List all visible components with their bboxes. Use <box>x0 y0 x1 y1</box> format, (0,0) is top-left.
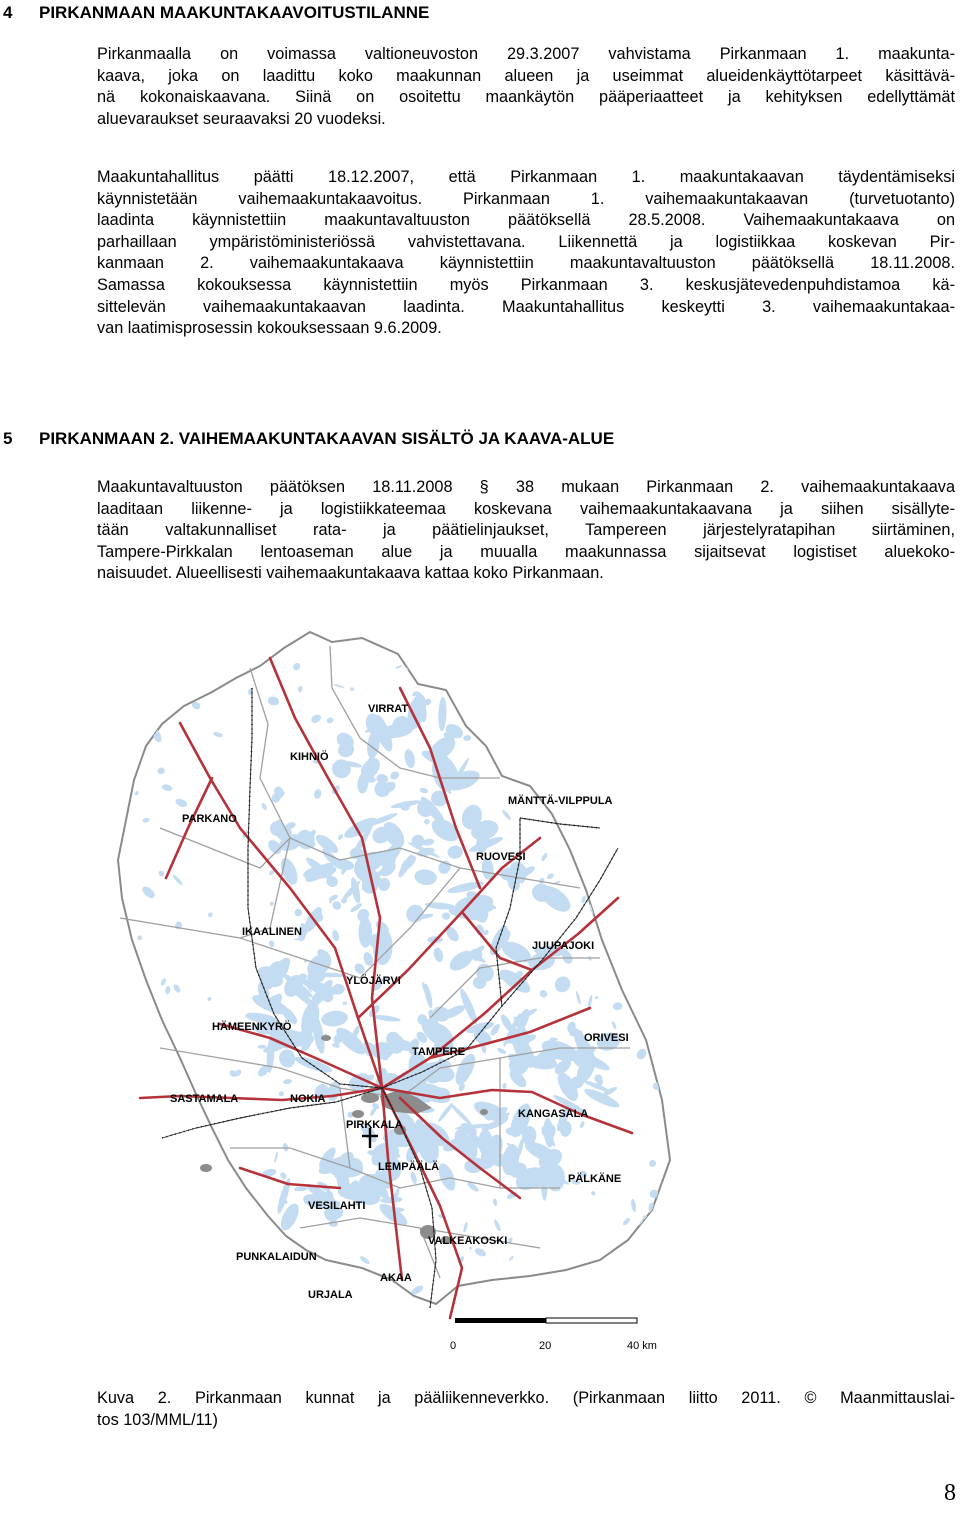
text-line: sittelevän vaihemaakuntakaavan laadinta. Maakuntahallitus keskeytti 3. vaihemaakuntakaa- <box>97 297 955 316</box>
place-ylojarvi: YLÖJÄRVI <box>346 975 401 987</box>
figure-caption <box>97 1388 955 1431</box>
page-number: 8 <box>944 1480 956 1506</box>
lake <box>134 637 143 646</box>
lake <box>170 691 180 693</box>
place-hameenkyro: HÄMEENKYRÖ <box>212 1021 292 1033</box>
lake <box>123 721 134 731</box>
lake <box>554 725 562 734</box>
lake <box>217 1185 230 1195</box>
place-parkano: PARKANO <box>182 813 237 825</box>
place-mantta-vilppula: MÄNTTÄ-VILPPULA <box>508 795 613 807</box>
lake <box>649 783 661 791</box>
place-kihnio: KIHNIÖ <box>290 751 329 763</box>
place-lempaala: LEMPÄÄLÄ <box>378 1161 440 1173</box>
lake <box>436 670 450 686</box>
section-4-paragraph-1 <box>97 44 955 130</box>
lake <box>159 1052 163 1056</box>
lake <box>141 1215 149 1220</box>
lake <box>124 1247 141 1263</box>
text-line: Pirkanmaalla on voimassa valtioneuvoston 29.3.2007 vahvistama Pirkanmaan 1. maakunta- <box>97 45 955 63</box>
lake <box>597 774 605 781</box>
place-sastamala: SASTAMALA <box>170 1093 239 1105</box>
lake <box>179 1187 191 1203</box>
lake <box>655 806 660 813</box>
text-line: laadinta käynnistettiin maakuntavaltuuston päätöksellä 28.5.2008. Vaihemaakuntakaava on <box>97 211 955 230</box>
lake <box>192 1212 198 1218</box>
lake <box>233 1202 246 1212</box>
text-line: naisuudet. Alueellisesti vaihemaakuntakaava kattaa koko Pirkanmaan. <box>97 564 604 583</box>
lake <box>511 663 515 667</box>
place-juupajoki: JUUPAJOKI <box>532 940 595 952</box>
lake <box>219 1232 223 1237</box>
place-tampere: TAMPERE <box>412 1046 465 1058</box>
scale-bar <box>450 1318 657 1352</box>
section-4-number: 4 <box>3 3 13 22</box>
lake <box>145 1005 157 1014</box>
text-line: nä kokonaiskaavana. Siinä on osoitettu maankäytön pääperiaatteet ja kehityksen edellyttämät <box>97 88 955 107</box>
text-line: Maakuntavaltuuston päätöksen 18.11.2008 § 38 mukaan Pirkanmaan 2. vaihemaakuntakaava <box>97 478 955 496</box>
lake <box>660 1024 673 1039</box>
text-line: Tampere-Pirkkalan lentoaseman alue ja muualla maakunnassa sijaitsevat logistiset aluekoko- <box>97 542 955 561</box>
text-line: kanmaan 2. vaihemaakuntakaava käynnistettiin maakuntavaltuuston päätöksellä 18.11.2008. <box>97 254 955 273</box>
section-4-title: PIRKANMAAN MAAKUNTAKAAVOITUSTILANNE <box>39 3 430 22</box>
lake <box>241 661 248 667</box>
place-palkane: PÄLKÄNE <box>568 1173 622 1185</box>
lake <box>626 636 643 650</box>
lake <box>253 643 257 650</box>
lake <box>629 659 642 671</box>
lake <box>175 1203 184 1216</box>
lake <box>178 643 186 658</box>
lake <box>499 754 508 763</box>
place-valkeakoski: VALKEAKOSKI <box>428 1235 508 1247</box>
lake <box>481 703 491 712</box>
place-pirkkala: PIRKKALA <box>346 1119 403 1131</box>
lake <box>632 690 641 703</box>
text-line: parhaillaan ympäristöministeriössä vahvistettavana. Liikennettä ja logistiikkaa koskevan Pir- <box>97 232 955 251</box>
lake <box>568 806 577 816</box>
lake <box>466 635 475 644</box>
scale-zero: 0 <box>450 1340 457 1352</box>
lake <box>654 806 662 813</box>
text-line: Samassa kokouksessa käynnistettiin myös Pirkanmaan 3. keskusjätevedenpuhdistamoa kä- <box>97 275 955 294</box>
place-ruovesi: RUOVESI <box>476 851 526 863</box>
section-5-heading <box>0 428 614 450</box>
caption-line-2: tos 103/MML/11) <box>97 1410 218 1429</box>
lake <box>117 999 128 1010</box>
lake <box>505 635 516 644</box>
lake <box>654 685 662 690</box>
lake <box>609 746 619 755</box>
lake <box>153 676 160 682</box>
place-akaa: AKAA <box>380 1272 412 1284</box>
lake <box>163 1253 176 1260</box>
lake <box>640 884 645 892</box>
lake <box>272 1272 284 1281</box>
lake <box>635 952 643 964</box>
caption-line-1: Kuva 2. Pirkanmaan kunnat ja pääliikenneverkko. (Pirkanmaan liitto 2011. © Maanmittauslai- <box>97 1389 955 1407</box>
lake <box>171 1241 178 1248</box>
place-punkalaidun: PUNKALAIDUN <box>236 1251 317 1263</box>
lake <box>593 847 602 853</box>
lake <box>178 1205 185 1215</box>
text-line: aluevaraukset seuraavaksi 20 vuodeksi. <box>97 109 386 128</box>
lake <box>166 1292 171 1298</box>
lake <box>192 1267 200 1276</box>
lake <box>575 726 580 734</box>
text-line: tään valtakunnalliset rata- ja päätielinjaukset, Tampereen järjestelyratapihan siirtäminen, <box>97 521 955 540</box>
lake <box>663 1211 674 1225</box>
section-4-paragraph-2 <box>97 167 955 340</box>
lake <box>214 1218 228 1231</box>
place-vesilahti: VESILAHTI <box>308 1200 366 1212</box>
lake <box>631 635 640 642</box>
text-line: van laatimisprosessin kokouksessaan 9.6.2009. <box>97 319 442 338</box>
lake <box>507 663 511 667</box>
lake <box>137 709 144 717</box>
lake <box>116 933 131 946</box>
lake <box>168 1143 178 1153</box>
text-line: Maakuntahallitus päätti 18.12.2007, että Pirkanmaan 1. maakuntakaavan täydentämiseksi <box>97 168 955 186</box>
section-4-heading <box>0 2 429 24</box>
scale-end: 40 km <box>627 1340 657 1352</box>
lake <box>552 765 562 776</box>
place-nokia: NOKIA <box>290 1093 326 1105</box>
lake <box>116 969 127 976</box>
section-5-number: 5 <box>3 429 13 448</box>
lake <box>640 945 656 958</box>
lake <box>606 822 613 835</box>
place-ikaalinen: IKAALINEN <box>242 926 302 938</box>
lake <box>161 1226 171 1229</box>
text-line: kaava, joka on laadittu koko maakunnan alueen ja useimmat alueidenkäyttötarpeet käsittävä- <box>97 66 955 85</box>
lake <box>228 1216 242 1227</box>
lake <box>648 906 656 920</box>
lake <box>270 1235 282 1250</box>
lake <box>542 1123 556 1138</box>
lake <box>601 756 612 765</box>
place-orivesi: ORIVESI <box>584 1032 629 1044</box>
lake <box>175 1182 179 1194</box>
lake <box>610 949 622 960</box>
lake <box>648 689 657 702</box>
lake <box>534 679 540 687</box>
lake <box>623 895 634 907</box>
section-5-paragraph-1 <box>97 477 955 585</box>
lake <box>598 740 606 749</box>
lake <box>618 773 632 787</box>
lake <box>131 981 145 993</box>
lake <box>126 1163 138 1176</box>
lake <box>657 733 665 745</box>
scale-mid: 20 <box>539 1340 552 1352</box>
pirkanmaa-map <box>100 628 700 1368</box>
text-line: käynnistetään vaihemaakuntakaavoitus. Pirkanmaan 1. vaihemaakuntakaavan (turvetuotanto) <box>97 189 955 208</box>
place-urjala: URJALA <box>308 1289 353 1301</box>
lake <box>203 1262 207 1271</box>
lake <box>470 1283 481 1291</box>
place-kangasala: KANGASALA <box>518 1108 589 1120</box>
section-5-title: PIRKANMAAN 2. VAIHEMAAKUNTAKAAVAN SISÄLTÖ JA KAAVA-ALUE <box>39 429 615 448</box>
lake <box>131 674 140 682</box>
place-virrat: VIRRAT <box>368 703 409 715</box>
text-line: laaditaan liikenne- ja logistiikkateemaa koskevana vaihemaakuntakaavana ja siihen sisällyte- <box>97 499 955 518</box>
